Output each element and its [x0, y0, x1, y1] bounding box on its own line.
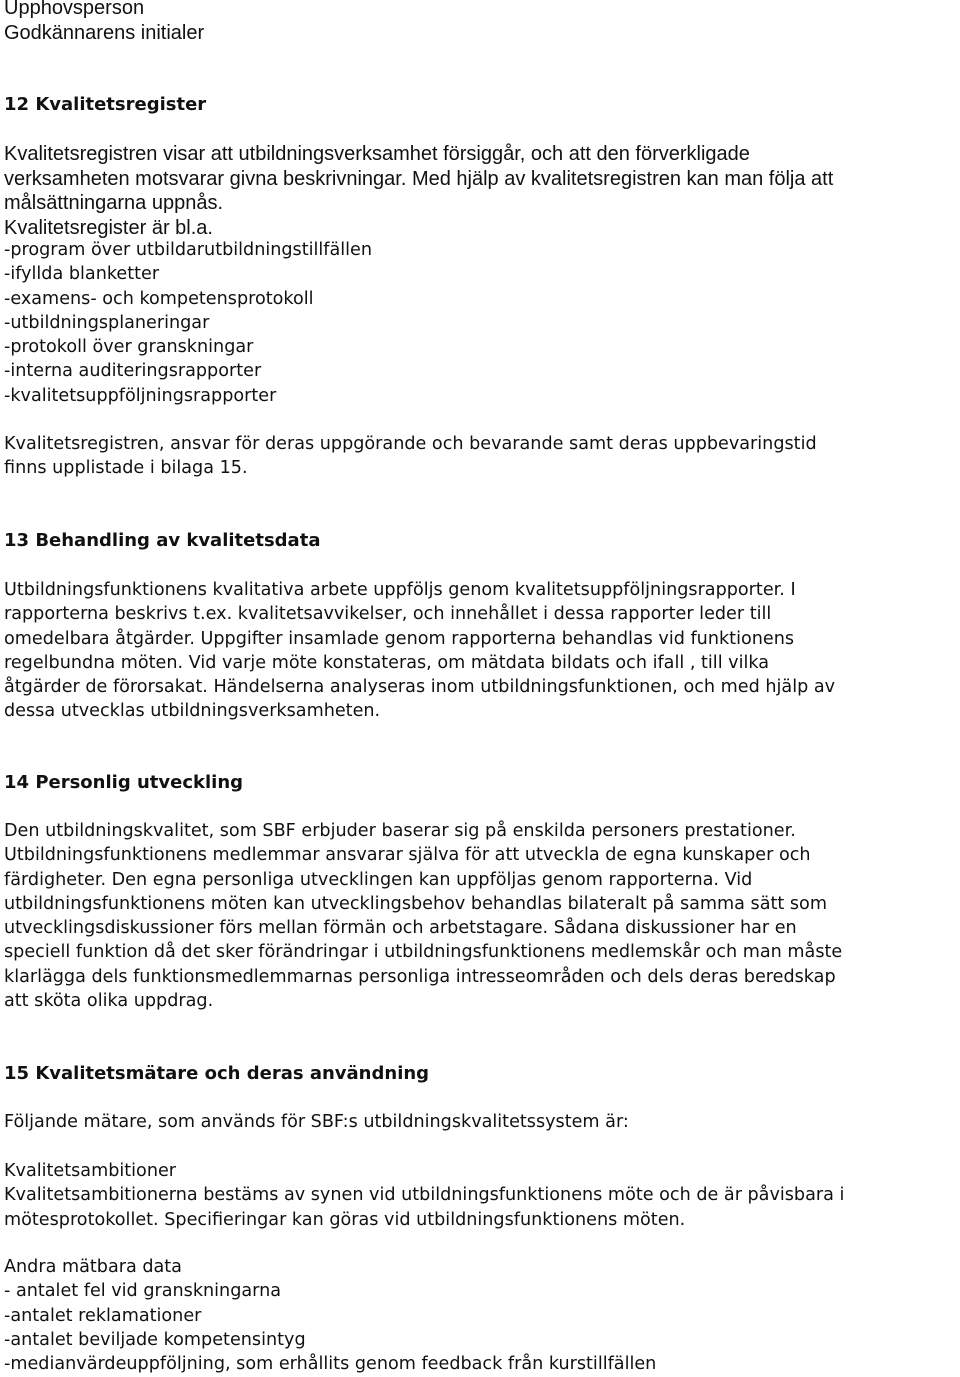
- section-12-register-list: [4, 238, 372, 408]
- section-13-paragraph: [4, 578, 835, 724]
- list-item: - antalet fel vid granskningarna: [4, 1281, 281, 1302]
- author-label: Upphovsperson: [4, 0, 145, 19]
- list-item: -program över utbildarutbildningstillfällen: [4, 240, 373, 260]
- section-12-heading: 12 Kvalitetsregister: [4, 94, 207, 115]
- text-line: finns upplistade i bilaga 15.: [4, 458, 248, 479]
- list-item: -kvalitetsuppföljningsrapporter: [4, 385, 277, 406]
- text-line: Kvalitetsambitionerna bestäms av synen vid utbildningsfunktionens möte och de är påvisbara i: [4, 1185, 845, 1206]
- text-line: åtgärder de förorsakat. Händelserna analyseras inom utbildningsfunktionen, och med hjälp av: [4, 677, 836, 698]
- list-item: -ifyllda blanketter: [4, 264, 160, 285]
- text-line: målsättningarna uppnås.: [4, 192, 224, 214]
- text-line: Utbildningsfunktionens kvalitativa arbete uppföljs genom kvalitetsuppföljningsrapporter. I: [4, 580, 796, 600]
- text-line: att sköta olika uppdrag.: [4, 991, 214, 1012]
- list-item: -antalet reklamationer: [4, 1305, 202, 1326]
- list-item: -utbildningsplaneringar: [4, 312, 210, 333]
- text-line: Kvalitetsregister är bl.a.: [4, 216, 213, 239]
- quality-ambitions-block: [4, 1159, 844, 1232]
- list-item: -medianvärdeuppföljning, som erhållits genom feedback från kurstillfällen: [4, 1354, 657, 1375]
- section-12-paragraph-2: [4, 432, 817, 481]
- section-14-paragraph: [4, 819, 842, 1013]
- section-13-heading: 13 Behandling av kvalitetsdata: [4, 530, 321, 551]
- text-line: Kvalitetsregistren visar att utbildningsverksamhet försiggår, och att den förverkligade: [4, 143, 750, 165]
- text-line: regelbundna möten. Vid varje möte konstateras, om mätdata bildats och ifall , till vilka: [4, 652, 770, 673]
- section-12-paragraph-1: [4, 142, 833, 240]
- text-line: dessa utvecklas utbildningsverksamheten.: [4, 701, 381, 722]
- list-item: -antalet beviljade kompetensintyg: [4, 1329, 306, 1350]
- section-14-heading: 14 Personlig utveckling: [4, 772, 244, 793]
- text-line: verksamheten motsvarar givna beskrivningar. Med hjälp av kvalitetsregistren kan man följa att: [4, 167, 834, 190]
- list-item: -interna auditeringsrapporter: [4, 361, 262, 382]
- list-item: -examens- och kompetensprotokoll: [4, 288, 314, 309]
- text-line: klarlägga dels funktionsmedlemmarnas personliga intresseområden och dels deras beredskap: [4, 966, 836, 987]
- text-line: rapporterna beskrivs t.ex. kvalitetsavvikelser, och innehållet i dessa rapporter leder till: [4, 604, 772, 625]
- subsection-title: Kvalitetsambitioner: [4, 1161, 177, 1181]
- list-item: -protokoll över granskningar: [4, 337, 254, 358]
- text-line: Utbildningsfunktionens medlemmar ansvarar själva för att utveckla de egna kunskaper och: [4, 845, 811, 866]
- text-line: Den utbildningskvalitet, som SBF erbjuder baserar sig på enskilda personers prestationer.: [4, 821, 796, 841]
- measurable-data-block: [4, 1255, 656, 1376]
- text-line: Kvalitetsregistren, ansvar för deras uppgörande och bevarande samt deras uppbevaringstid: [4, 434, 817, 454]
- text-line: utbildningsfunktionens möten kan utvecklingsbehov behandlas bilateralt på samma sätt som: [4, 893, 827, 914]
- text-line: omedelbara åtgärder. Uppgifter insamlade genom rapporterna behandlas vid funktionens: [4, 628, 795, 649]
- text-line: färdigheter. Den egna personliga utvecklingen kan uppföljas genom rapporterna. Vid: [4, 869, 753, 890]
- section-15-heading: 15 Kvalitetsmätare och deras användning: [4, 1063, 430, 1084]
- text-line: speciell funktion då det sker förändringar i utbildningsfunktionens medlemskår och man måste: [4, 942, 843, 963]
- subsection-title: Andra mätbara data: [4, 1257, 182, 1277]
- section-15-intro: [4, 1110, 629, 1134]
- approver-initials-label: Godkännarens initialer: [4, 21, 205, 44]
- document-header: [4, 0, 204, 45]
- text-line: mötesprotokollet. Specifieringar kan göras vid utbildningsfunktionens möten.: [4, 1209, 686, 1230]
- text-line: Följande mätare, som används för SBF:s utbildningskvalitetssystem är:: [4, 1112, 629, 1132]
- text-line: utvecklingsdiskussioner förs mellan förmän och arbetstagare. Sådana diskussioner har en: [4, 918, 797, 939]
